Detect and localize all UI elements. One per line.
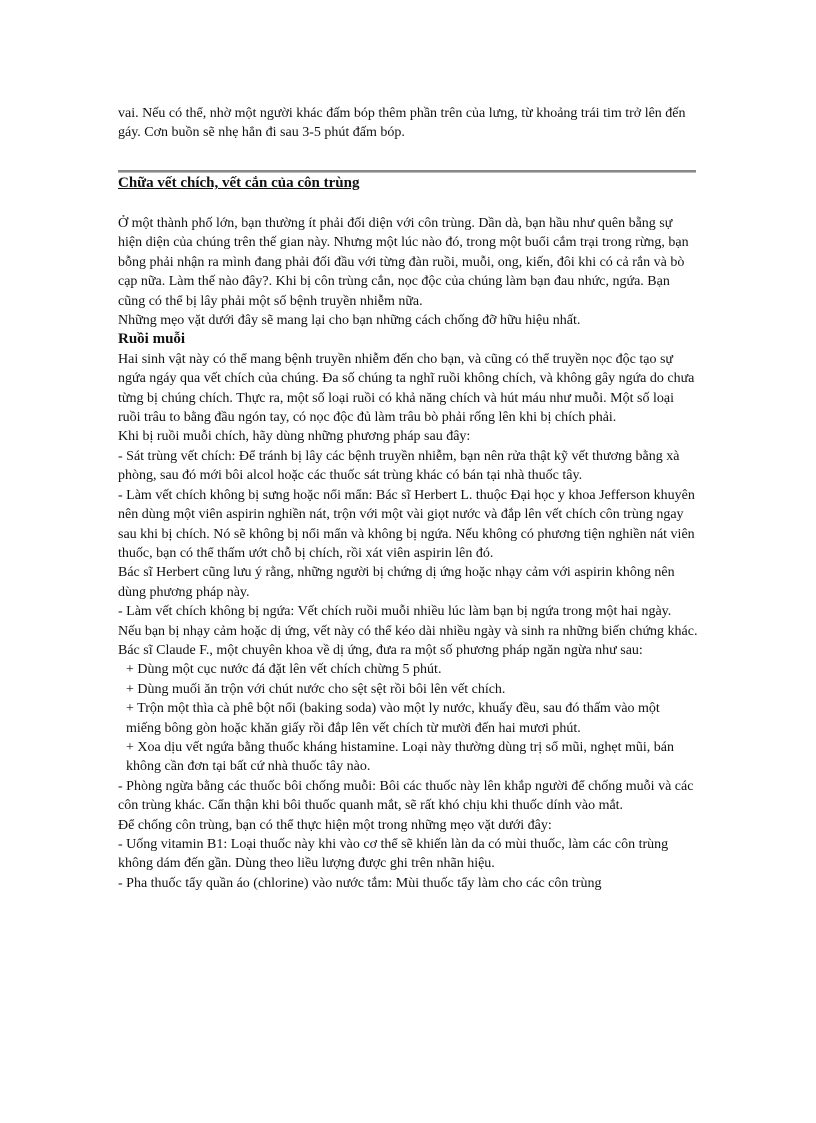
list-item: - Phòng ngừa bằng các thuốc bôi chống muỗi: Bôi các thuốc này lên khắp người để chống muỗi và các côn trùng khác. Cẩn thận khi bôi thuốc quanh mắt, sẽ rất khó chịu khi thuốc dính vào mắt. [118, 778, 694, 814]
sub-list-item: + Xoa dịu vết ngứa bằng thuốc kháng histamine. Loại này thường dùng trị sổ mũi, nghẹt mũi, bán không cần đơn tại bất cứ nhà thuốc tây nào. [126, 739, 674, 775]
list-item: - Làm vết chích không bị sưng hoặc nổi mẩn: Bác sĩ Herbert L. thuộc Đại học y khoa Jefferson khuyên nên dùng một viên aspirin nghiền nát, trộn với một vài giọt nước và đắp lên vết chích côn trùng ngay sau khi bị chích. Nó sẽ không bị nổi mẩn và không bị ngứa. Nếu không có phương tiện nghiền nát viên thuốc, bạn có thể thấm ướt chỗ bị chích, rồi xát viên aspirin lên đó. [118, 487, 695, 561]
paragraph: Ở một thành phố lớn, bạn thường ít phải đối diện với côn trùng. Dần dà, bạn hầu như quên bẵng sự hiện diện của chúng trên thế gian này. Nhưng một lúc nào đó, trong một buổi cắm trại trong rừng, bạn bỗng phải nhận ra mình đang phải đối đầu với từng đàn ruồi, muỗi, ong, kiến, đôi khi có cả rắn và bò cạp nữa. Làm thế nào đây?. Khi bị côn trùng cắn, nọc độc của chúng làm bạn đau nhức, ngứa. Bạn cũng có thể bị lây phải một số bệnh truyền nhiễm nữa. [118, 216, 689, 309]
sub-list-item: + Dùng một cục nước đá đặt lên vết chích chừng 5 phút. [126, 662, 442, 678]
paragraph: Khi bị ruồi muỗi chích, hãy dùng những phương pháp sau đây: [118, 429, 471, 445]
section-title: Chữa vết chích, vết cắn của côn trùng [118, 175, 360, 191]
list-item: - Uống vitamin B1: Loại thuốc này khi vào cơ thể sẽ khiến làn da có mùi thuốc, làm các côn trùng không dám đến gần. Dùng theo liều lượng được ghi trên nhãn hiệu. [118, 837, 669, 872]
subheading: Ruồi muỗi [118, 331, 186, 348]
list-item: - Pha thuốc tẩy quần áo (chlorine) vào nước tắm: Mùi thuốc tẩy làm cho các côn trùng [118, 875, 602, 891]
sub-list-item: + Dùng muối ăn trộn với chút nước cho sệt sệt rồi bôi lên vết chích. [126, 681, 506, 697]
paragraph: Để chống côn trùng, bạn có thể thực hiện một trong những mẹo vặt dưới đây: [118, 817, 552, 833]
list-item: - Sát trùng vết chích: Để tránh bị lây các bệnh truyền nhiễm, bạn nên rửa thật kỹ vết thương bằng xà phòng, sau đó mới bôi alcol hoặc các thuốc sát trùng khác có bán tại nhà thuốc tây. [118, 448, 680, 484]
list-item: - Làm vết chích không bị ngứa: Vết chích ruồi muỗi nhiều lúc làm bạn bị ngứa trong một hai ngày. Nếu bạn bị nhạy cảm hoặc dị ứng, vết này có thể kéo dài nhiều ngày và sinh ra những biến chứng khác. Bác sĩ Claude F., một chuyên khoa về dị ứng, đưa ra một số phương pháp ngăn ngừa như sau: [118, 604, 698, 658]
sub-list-item: + Trộn một thìa cà phê bột nổi (baking soda) vào một ly nước, khuấy đều, sau đó thấm vào một miếng bông gòn hoặc khăn giấy rồi đắp lên vết chích từ mười đến hai mươi phút. [126, 701, 660, 736]
paragraph: Hai sinh vật này có thể mang bệnh truyền nhiễm đến cho bạn, và cũng có thể truyền nọc độc tạo sự ngứa ngáy qua vết chích của chúng. Đa số chúng ta nghĩ ruồi không chích, và không gây ngứa do chưa từng bị chúng chích. Thực ra, một số loại ruồi có khả năng chích và hút máu như muỗi. Một số loại ruồi trâu to bằng đầu ngón tay, có nọc độc đủ làm trâu bò phải rống lên khi bị chích phải. [118, 351, 695, 426]
intro-paragraph: vai. Nếu có thể, nhờ một người khác đấm bóp thêm phần trên của lưng, từ khoảng trái tim trở lên đến gáy. Cơn buồn sẽ nhẹ hẳn đi sau 3-5 phút đấm bóp. [118, 106, 686, 141]
section-divider [118, 170, 696, 173]
paragraph: Những mẹo vặt dưới đây sẽ mang lại cho bạn những cách chống đỡ hữu hiệu nhất. [118, 313, 581, 329]
paragraph: Bác sĩ Herbert cũng lưu ý rằng, những người bị chứng dị ứng hoặc nhạy cảm với aspirin không nên dùng phương pháp này. [118, 565, 675, 600]
article-body [118, 214, 698, 893]
